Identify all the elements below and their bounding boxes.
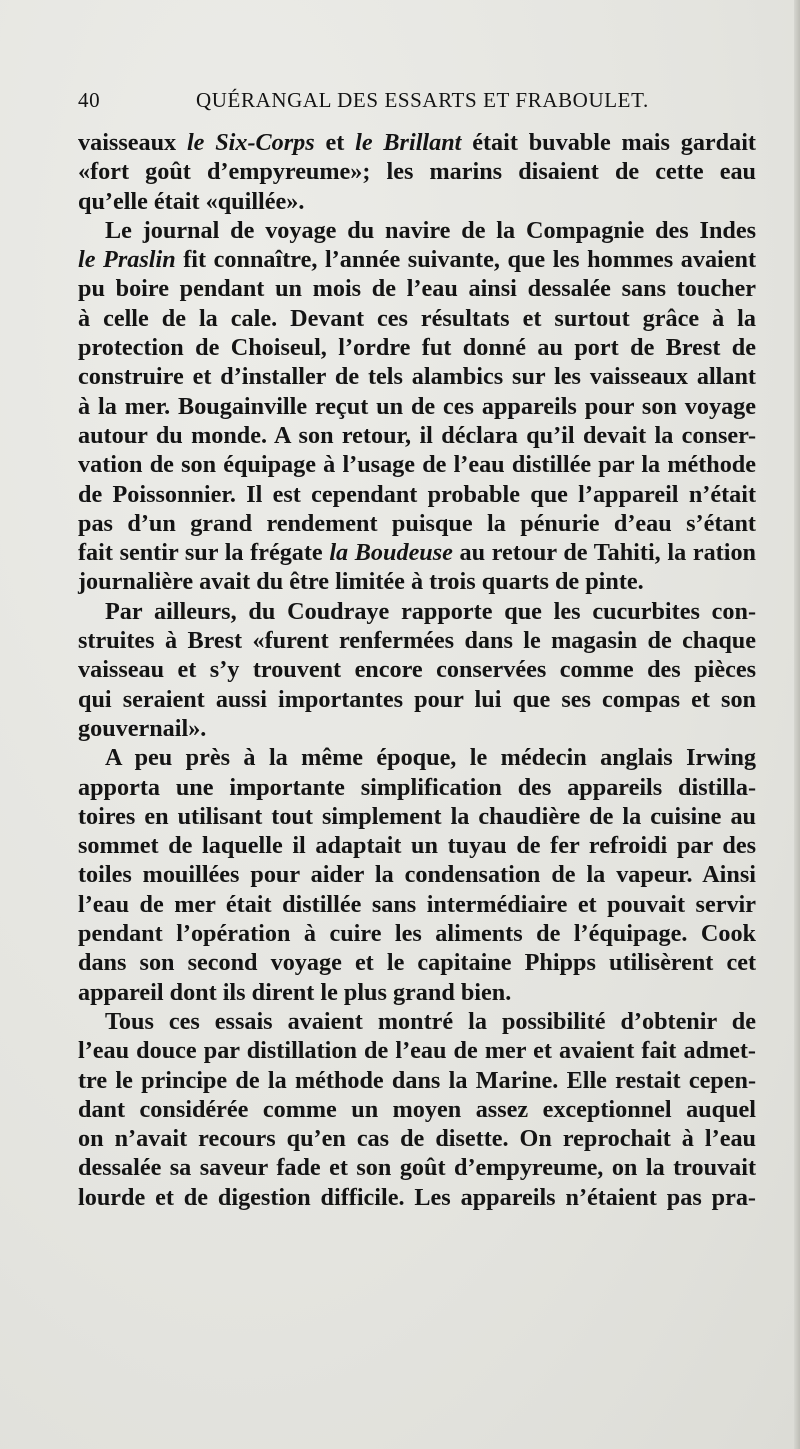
text-line xyxy=(78,304,756,333)
text-line xyxy=(78,773,756,802)
text-line xyxy=(78,1124,756,1153)
ship-name: le Brillant xyxy=(355,129,462,156)
text-run: appareil dont ils dirent le plus grand bien. xyxy=(78,978,512,1006)
text-line xyxy=(78,1066,756,1095)
ship-name: la Boudeuse xyxy=(329,539,453,567)
text-run: dans son second voyage et le capitaine Phipps utilisèrent cet xyxy=(78,949,756,977)
text-run: toiles mouillées pour aider la condensation de la vapeur. Ainsi xyxy=(78,861,756,889)
text-run: fit connaître, l’année suivante, que les hommes avaient xyxy=(175,246,757,274)
text-run: Le journal de voyage du navire de la Compagnie des Indes xyxy=(105,216,756,244)
text-line xyxy=(78,626,756,655)
paragraph xyxy=(78,128,756,216)
text-line xyxy=(78,597,756,626)
text-line xyxy=(78,919,756,948)
text-run: on n’avait recours qu’en cas de disette. On reprochait à l’eau xyxy=(78,1125,756,1153)
text-run: vaisseau et s’y trouvent encore conservées comme des pièces xyxy=(78,656,756,684)
text-run: qu’elle était «quillée». xyxy=(78,187,305,215)
text-run: dant considérée comme un moyen assez exceptionnel auquel xyxy=(78,1095,756,1123)
text-line xyxy=(78,890,756,919)
page-edge-shadow xyxy=(794,0,800,1449)
text-line xyxy=(78,978,756,1007)
text-line xyxy=(78,685,756,714)
page-number: 40 xyxy=(78,88,101,112)
text-run: construire et d’installer de tels alambics sur les vaisseaux allant xyxy=(78,363,756,391)
text-line xyxy=(78,1007,756,1036)
text-line xyxy=(78,333,756,362)
text-run: A peu près à la même époque, le médecin anglais Irwing xyxy=(105,744,756,772)
text-run: gouvernail». xyxy=(78,714,207,742)
text-line xyxy=(78,274,756,303)
text-line xyxy=(78,245,756,274)
text-line xyxy=(78,1095,756,1124)
text-line xyxy=(78,480,756,509)
text-line xyxy=(78,538,756,567)
text-run: protection de Choiseul, l’ordre fut donné au port de Brest de xyxy=(78,334,756,362)
text-run: de Poissonnier. Il est cependant probable que l’appareil n’était xyxy=(78,480,756,508)
paragraph xyxy=(78,597,756,743)
text-run: Par ailleurs, du Coudraye rapporte que les cucurbites con- xyxy=(105,597,756,625)
text-run: apporta une importante simplification des appareils distilla- xyxy=(78,773,756,801)
text-run: journalière avait du être limitée à trois quarts de pinte. xyxy=(78,568,644,596)
paragraph xyxy=(78,1007,756,1212)
text-line xyxy=(78,450,756,479)
text-line xyxy=(78,802,756,831)
text-line xyxy=(78,392,756,421)
text-line xyxy=(78,509,756,538)
text-run: vation de son équipage à l’usage de l’eau distillée par la méthode xyxy=(78,451,756,479)
text-line xyxy=(78,187,756,216)
text-line xyxy=(78,1183,756,1212)
text-run: était buvable mais gardait xyxy=(461,129,756,156)
text-run: à la mer. Bougainville reçut un de ces appareils pour son voyage xyxy=(78,392,756,420)
ship-name: le Praslin xyxy=(78,246,176,274)
text-line xyxy=(78,567,756,596)
text-run: fait sentir sur la frégate xyxy=(78,539,330,567)
text-run: qui seraient aussi importantes pour lui que ses compas et son xyxy=(78,685,756,713)
text-run: à celle de la cale. Devant ces résultats et surtout grâce à la xyxy=(78,304,756,332)
text-run: et xyxy=(314,129,356,156)
text-run: l’eau de mer était distillée sans intermédiaire et pouvait servir xyxy=(78,890,756,918)
text-line xyxy=(78,1036,756,1065)
text-run: «fort goût d’empyreume»; les marins disaient de cette eau xyxy=(78,158,756,186)
text-line xyxy=(78,714,756,743)
text-run: struites à Brest «furent renfermées dans le magasin de chaque xyxy=(78,627,756,655)
text-run: lourde et de digestion difficile. Les appareils n’étaient pas pra- xyxy=(78,1183,756,1211)
text-run: pendant l’opération à cuire les aliments de l’équipage. Cook xyxy=(78,920,756,948)
text-run: l’eau douce par distillation de l’eau de mer et avaient fait admet- xyxy=(78,1037,756,1065)
paragraph xyxy=(78,216,756,597)
ship-name: le Six-Corps xyxy=(186,129,315,156)
page-header xyxy=(78,88,756,118)
text-run: dessalée sa saveur fade et son goût d’empyreume, on la trouvait xyxy=(78,1154,756,1182)
text-run: tre le principe de la méthode dans la Marine. Elle restait cepen- xyxy=(78,1066,756,1094)
text-line xyxy=(78,655,756,684)
text-line xyxy=(78,421,756,450)
text-run: pu boire pendant un mois de l’eau ainsi dessalée sans toucher xyxy=(78,275,756,303)
text-run: au retour de Tahiti, la ration xyxy=(452,539,756,567)
paragraph xyxy=(78,743,756,1007)
text-line xyxy=(78,216,756,245)
text-run: vaisseaux xyxy=(78,129,187,156)
text-line xyxy=(78,948,756,977)
running-title: QUÉRANGAL DES ESSARTS ET FRABOULET. xyxy=(196,88,649,112)
text-run: autour du monde. A son retour, il déclara qu’il devait la conser- xyxy=(78,421,756,449)
text-run: pas d’un grand rendement puisque la pénurie d’eau s’étant xyxy=(78,509,756,537)
text-line xyxy=(78,128,756,157)
text-run: toires en utilisant tout simplement la chaudière de la cuisine au xyxy=(78,802,756,830)
text-line xyxy=(78,743,756,772)
text-line xyxy=(78,831,756,860)
text-line xyxy=(78,1153,756,1182)
text-line xyxy=(78,860,756,889)
text-line xyxy=(78,362,756,391)
text-line xyxy=(78,157,756,186)
body-text xyxy=(78,128,756,1212)
text-run: sommet de laquelle il adaptait un tuyau de fer refroidi par des xyxy=(78,832,756,860)
text-run: Tous ces essais avaient montré la possibilité d’obtenir de xyxy=(105,1007,756,1035)
